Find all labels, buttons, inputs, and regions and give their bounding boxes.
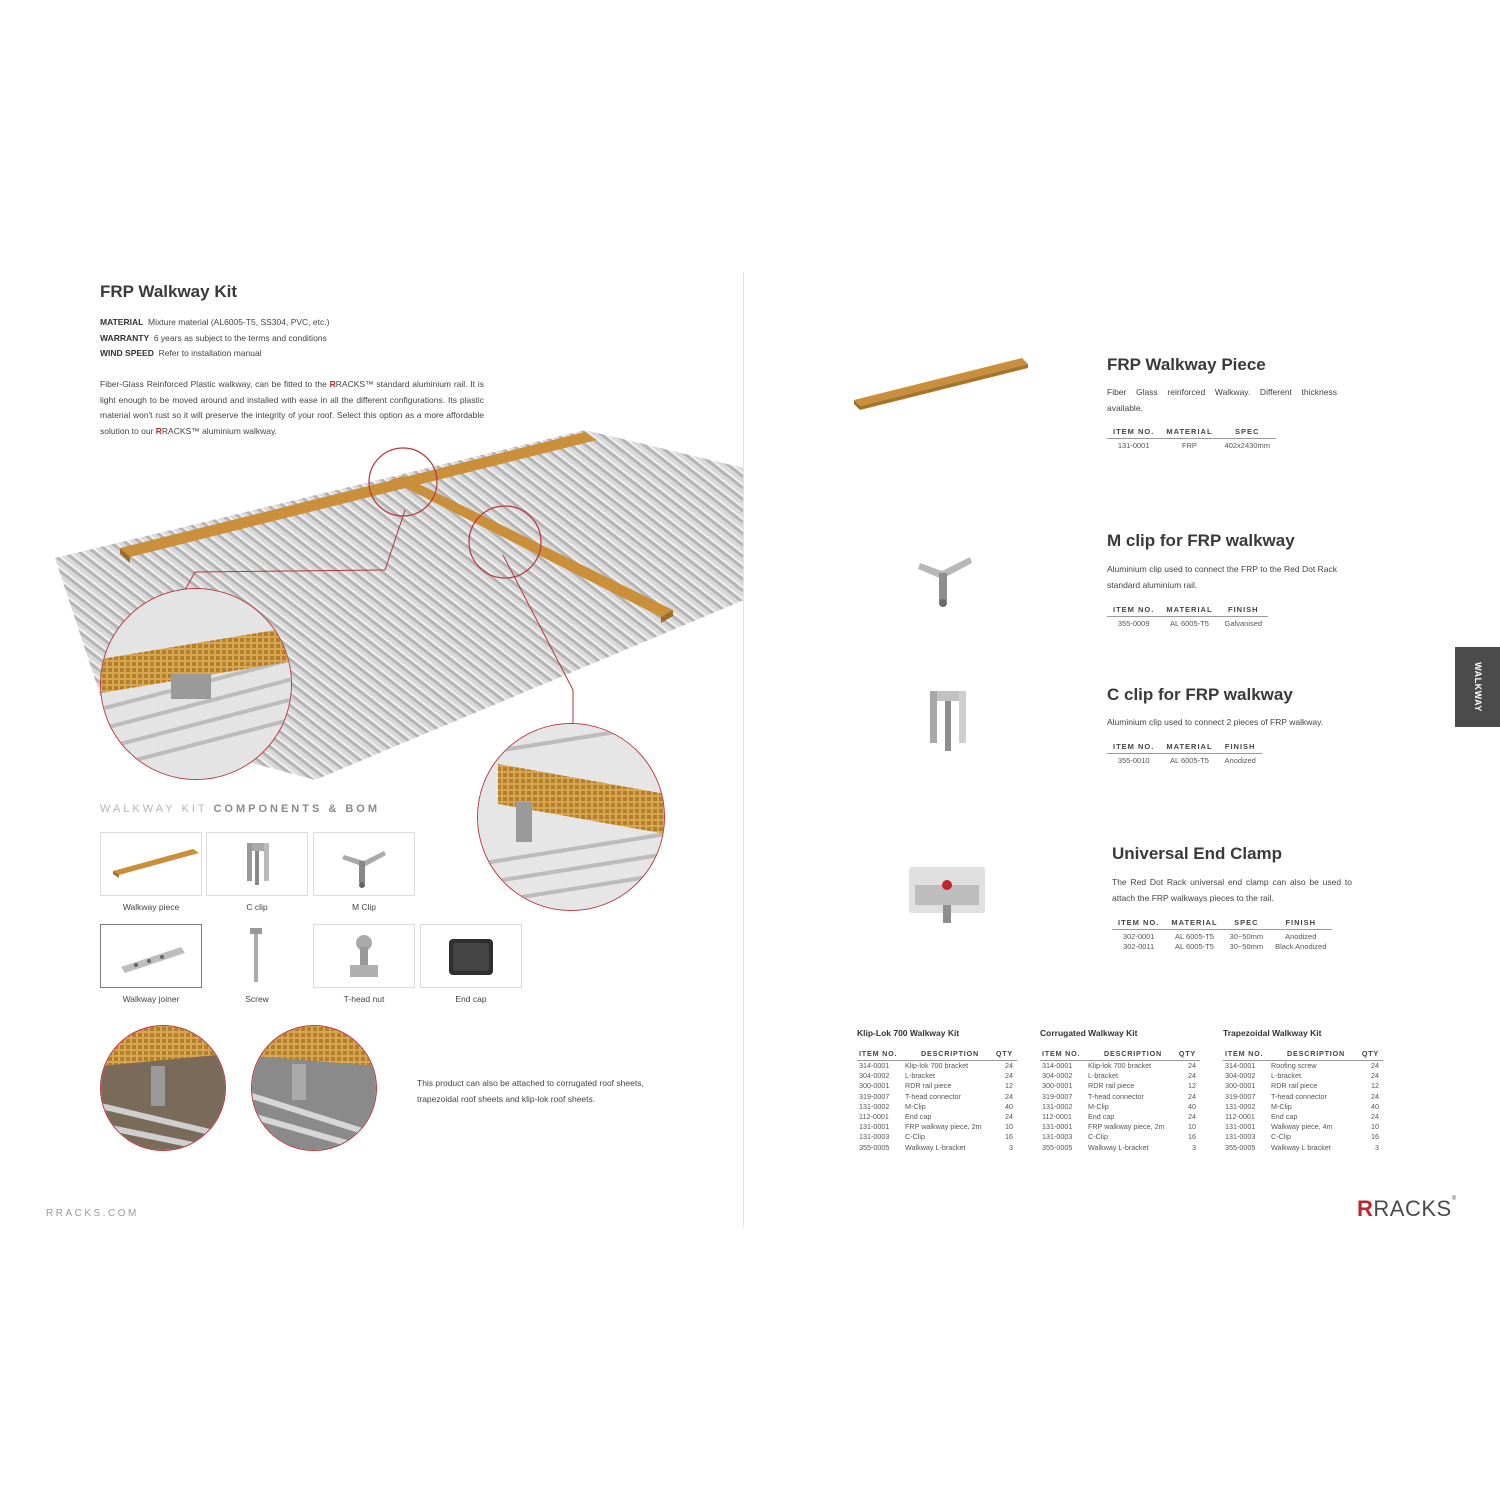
component-label: C clip [246, 902, 268, 912]
table-row: 300-0001 RDR rail piece 12 [859, 1081, 1013, 1091]
table-row: 304-0002 L-bracket 24 [1042, 1071, 1196, 1081]
detail-circle-clip [100, 588, 292, 780]
product-title: C clip for FRP walkway [1107, 685, 1293, 704]
table-row: 131-0001 FRP walkway piece, 2m 10 [859, 1122, 1013, 1132]
m-clip-image [912, 545, 982, 610]
kit-intro: Fiber-Glass Reinforced Plastic walkway, can be fitted to the RRACKS™ standard aluminium rail. It is light enough to be moved around and installed with ease in all the different configurations. Its plastic material won't rust so it will preserve the integrity of your roof. Select this option as a more affordable solution to our RRACKS™ aluminium walkway. [100, 379, 484, 436]
product-desc: The Red Dot Rack universal end clamp can also be used to attach the FRP walkways pieces to the rail. [1112, 877, 1352, 903]
component-end-cap [420, 924, 522, 988]
component-c-clip [206, 832, 308, 896]
component-label: M Clip [351, 902, 377, 912]
screw-icon [206, 924, 306, 986]
detail-circle-joint [477, 723, 665, 911]
universal-end-clamp-image [897, 855, 997, 930]
kit-specs [100, 315, 329, 362]
table-row: 131-0003 C-Clip 16 [1225, 1132, 1379, 1142]
kit-klip-lok [857, 1028, 1017, 1153]
spec-table: ITEM NO. MATERIAL FINISH 355-0009 AL 6005-T5 Galvanised [1107, 605, 1268, 627]
table-row: 314-0001 Klip-lok 700 bracket 24 [1042, 1061, 1196, 1070]
kit-title: Klip-Lok 700 Walkway Kit [857, 1028, 960, 1038]
table-row: 112-0001 End cap 24 [859, 1112, 1013, 1122]
component-label: End cap [455, 994, 487, 1004]
component-screw [206, 924, 308, 988]
bom-table: ITEM NO. DESCRIPTION QTY 314-0001 Klip-lok 700 bracket 24 304-0002 L-bracket 24 300-0001 RDR rail piece 12 319-0007 T-head connector 24 131-0002 M-Clip 40 112-0001 End cap 24 131-0001 FRP walkway piece, 2m 10 131-0003 C-Clip 16 355-0005 Walkway L-bracket 3 [857, 1049, 1017, 1153]
table-row: 355-0005 Walkway L bracket 3 [1225, 1142, 1379, 1152]
table-row: 112-0001 End cap 24 [1225, 1112, 1379, 1122]
c-clip-image [918, 685, 978, 760]
walkway-joiner-icon [101, 925, 201, 987]
component-walkway-joiner [100, 924, 202, 988]
walkway-piece-icon [101, 833, 201, 895]
kit-corrugated [1040, 1028, 1200, 1153]
table-row: 319-0007 T-head connector 24 [1225, 1091, 1379, 1101]
spec-warranty: WARRANTY 6 years as subject to the terms and conditions [100, 332, 327, 343]
table-row: 319-0007 T-head connector 24 [859, 1091, 1013, 1101]
table-row: 131-0001 Walkway piece, 4m 10 [1225, 1122, 1379, 1132]
table-row: 319-0007 T-head connector 24 [1042, 1091, 1196, 1101]
frp-walkway-piece-image [850, 350, 1030, 420]
component-m-clip [313, 832, 415, 896]
product-desc: Aluminium clip used to connect the FRP to the Red Dot Rack standard aluminium rail. [1107, 564, 1337, 590]
page-divider [743, 272, 744, 1227]
table-row: 314-0001 Klip-lok 700 bracket 24 [859, 1061, 1013, 1070]
rracks-logo: RRACKS® [1357, 1196, 1457, 1221]
section-tab-walkway[interactable]: WALKWAY [1455, 647, 1500, 727]
table-row: 304-0002 L-bracket 24 [1225, 1071, 1379, 1081]
kit-title: FRP Walkway Kit [100, 282, 237, 301]
c-clip-icon [207, 833, 307, 895]
table-row: 131-0002 M-Clip 40 [1225, 1101, 1379, 1111]
detail-circle-rail-left [100, 1025, 226, 1151]
spec-material: MATERIAL Mixture material (AL6005-T5, SS304, PVC, etc.) [100, 317, 330, 327]
kit-title: Trapezoidal Walkway Kit [1223, 1028, 1322, 1038]
table-row: 300-0001 RDR rail piece 12 [1042, 1081, 1196, 1091]
spec-table: ITEM NO. MATERIAL FINISH 355-0010 AL 6005-T5 Anodized [1107, 742, 1262, 764]
table-row: 131-0003 C-Clip 16 [859, 1132, 1013, 1142]
spec-table: ITEM NO. MATERIAL SPEC FINISH 302-0001 AL 6005-T5 30~50mm Anodized 302-0011 AL 6005-T5 30~50mm Black Anodized [1112, 918, 1332, 950]
table-row: 355-0005 Walkway L-bracket 3 [1042, 1142, 1196, 1152]
bom-table: ITEM NO. DESCRIPTION QTY 314-0001 Klip-lok 700 bracket 24 304-0002 L-bracket 24 300-0001 RDR rail piece 12 319-0007 T-head connector 24 131-0002 M-Clip 40 112-0001 End cap 24 131-0001 FRP walkway piece, 2m 10 131-0003 C-Clip 16 355-0005 Walkway L-bracket 3 [1040, 1049, 1200, 1153]
component-label: Walkway piece [122, 902, 180, 912]
detail-circle-rail-right [251, 1025, 377, 1151]
bom-heading: WALKWAY KIT COMPONENTS & BOM [100, 803, 380, 815]
attach-note: This product can also be attached to corrugated roof sheets, trapezoidal roof sheets and klip-lok roof sheets. [417, 1078, 644, 1104]
end-cap-icon [421, 925, 521, 987]
product-desc: Fiber Glass reinforced Walkway. Different thickness available. [1107, 387, 1337, 413]
kit-trapezoidal [1223, 1028, 1383, 1153]
spec-wind-speed: WIND SPEED Refer to installation manual [100, 348, 262, 358]
product-title: FRP Walkway Piece [1107, 355, 1266, 374]
m-clip-icon [314, 833, 414, 895]
table-row: 112-0001 End cap 24 [1042, 1112, 1196, 1122]
site-url[interactable]: RRACKS.COM [46, 1208, 139, 1219]
component-t-head-nut [313, 924, 415, 988]
table-row: 304-0002 L-bracket 24 [859, 1071, 1013, 1081]
table-row: 131-0001 FRP walkway piece, 2m 10 [1042, 1122, 1196, 1132]
spec-table: ITEM NO. MATERIAL SPEC 131-0001 FRP 402x2430mm [1107, 427, 1276, 449]
component-label: Screw [245, 994, 269, 1004]
table-row: 300-0001 RDR rail piece 12 [1225, 1081, 1379, 1091]
product-title: Universal End Clamp [1112, 844, 1283, 863]
component-label: Walkway joiner [122, 994, 180, 1004]
component-label: T-head nut [343, 994, 385, 1004]
bom-table: ITEM NO. DESCRIPTION QTY 314-0001 Roofing screw 24 304-0002 L-bracket 24 300-0001 RDR rail piece 12 319-0007 T-head connector 24 131-0002 M-Clip 40 112-0001 End cap 24 131-0001 Walkway piece, 4m 10 131-0003 C-Clip 16 355-0005 Walkway L bracket 3 [1223, 1049, 1383, 1153]
t-head-nut-icon [314, 925, 414, 987]
product-title: M clip for FRP walkway [1107, 531, 1295, 550]
kit-title: Corrugated Walkway Kit [1040, 1028, 1138, 1038]
table-row: 131-0003 C-Clip 16 [1042, 1132, 1196, 1142]
table-row: 314-0001 Roofing screw 24 [1225, 1061, 1379, 1070]
component-walkway-piece [100, 832, 202, 896]
table-row: 131-0002 M-Clip 40 [1042, 1101, 1196, 1111]
table-row: 355-0005 Walkway L-bracket 3 [859, 1142, 1013, 1152]
table-row: 131-0002 M-Clip 40 [859, 1101, 1013, 1111]
product-desc: Aluminium clip used to connect 2 pieces of FRP walkway. [1107, 717, 1324, 727]
